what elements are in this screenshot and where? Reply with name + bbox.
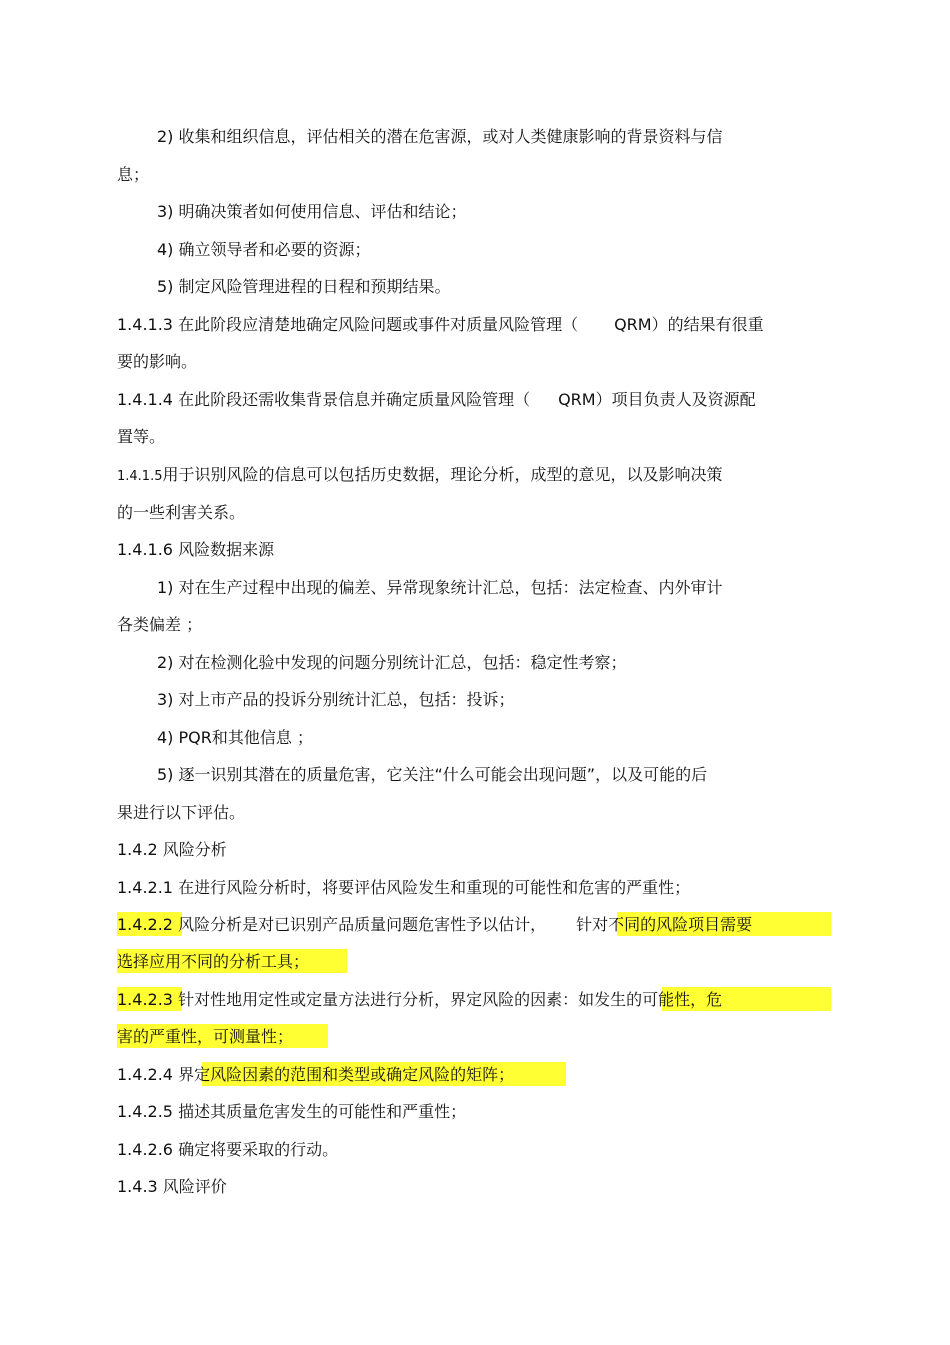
para-1422-line2: 选择应用不同的分析工具； — [117, 952, 310, 971]
para-1421: 1.4.2.1 在进行风险分析时，将要评估风险发生和重现的可能性和危害的严重性； — [117, 878, 691, 897]
para-1413-line2: 要的影响。 — [117, 352, 198, 371]
para-1426: 1.4.2.6 确定将要采取的行动。 — [117, 1140, 339, 1159]
para-1413-line1 — [117, 314, 764, 336]
para-1424: 1.4.2.4 界定风险因素的范围和类型或确定风险的矩阵； — [117, 1065, 515, 1084]
para-1414-text-b: QRM）项目负责人及资源配 — [558, 390, 756, 409]
para-1414-line2: 置等。 — [117, 427, 166, 446]
para-1413-text-a: 1.4.1.3 在此阶段应清楚地确定风险问题或事件对质量风险管理（ — [117, 315, 579, 334]
para-1422-line1 — [117, 914, 752, 936]
para-1414-text-a: 1.4.1.4 在此阶段还需收集背景信息并确定质量风险管理（ — [117, 390, 531, 409]
heading-143: 1.4.3 风险评价 — [117, 1177, 227, 1196]
para-1415-number: 1.4.1.5 — [117, 469, 163, 484]
para-1414-line1 — [117, 389, 756, 411]
para-1422-text-a: 1.4.2.2 风险分析是对已识别产品质量问题危害性予以估计， — [117, 915, 547, 934]
para-1425: 1.4.2.5 描述其质量危害发生的可能性和严重性； — [117, 1102, 467, 1121]
source-item-5-line1: 5) 逐一识别其潜在的质量危害，它关注“什么可能会出现问题”，以及可能的后 — [157, 765, 708, 784]
source-item-1-line2: 各类偏差 ； — [117, 615, 203, 634]
source-item-5-line2: 果进行以下评估。 — [117, 803, 246, 822]
list-item-5: 5) 制定风险管理进程的日程和预期结果。 — [157, 277, 451, 296]
heading-142: 1.4.2 风险分析 — [117, 840, 227, 859]
para-1422-text-b: 针对不同的风险项目需要 — [576, 915, 753, 934]
list-item-2-line1: 2) 收集和组织信息，评估相关的潜在危害源，或对人类健康影响的背景资料与信 — [157, 127, 723, 146]
para-1423-line2: 害的严重性，可测量性； — [117, 1027, 294, 1046]
source-item-1-line1: 1) 对在生产过程中出现的偏差、异常现象统计汇总，包括：法定检查、内外审计 — [157, 578, 723, 597]
para-1415-line1 — [117, 464, 723, 488]
para-1413-text-b: QRM）的结果有很重 — [614, 315, 764, 334]
list-item-2-line2: 息； — [117, 165, 150, 184]
list-item-4: 4) 确立领导者和必要的资源； — [157, 240, 371, 259]
source-item-3: 3) 对上市产品的投诉分别统计汇总，包括：投诉； — [157, 690, 515, 709]
source-item-2: 2) 对在检测化验中发现的问题分别统计汇总，包括：稳定性考察； — [157, 653, 627, 672]
heading-1416: 1.4.1.6 风险数据来源 — [117, 540, 275, 559]
para-1423-line1: 1.4.2.3 针对性地用定性或定量方法进行分析，界定风险的因素：如发生的可能性，危 — [117, 990, 723, 1009]
para-1415-text: 用于识别风险的信息可以包括历史数据，理论分析，成型的意见，以及影响决策 — [162, 465, 723, 484]
list-item-3: 3) 明确决策者如何使用信息、评估和结论； — [157, 202, 467, 221]
para-1415-line2: 的一些利害关系。 — [117, 503, 246, 522]
source-item-4: 4) PQR和其他信息 ； — [157, 728, 313, 747]
